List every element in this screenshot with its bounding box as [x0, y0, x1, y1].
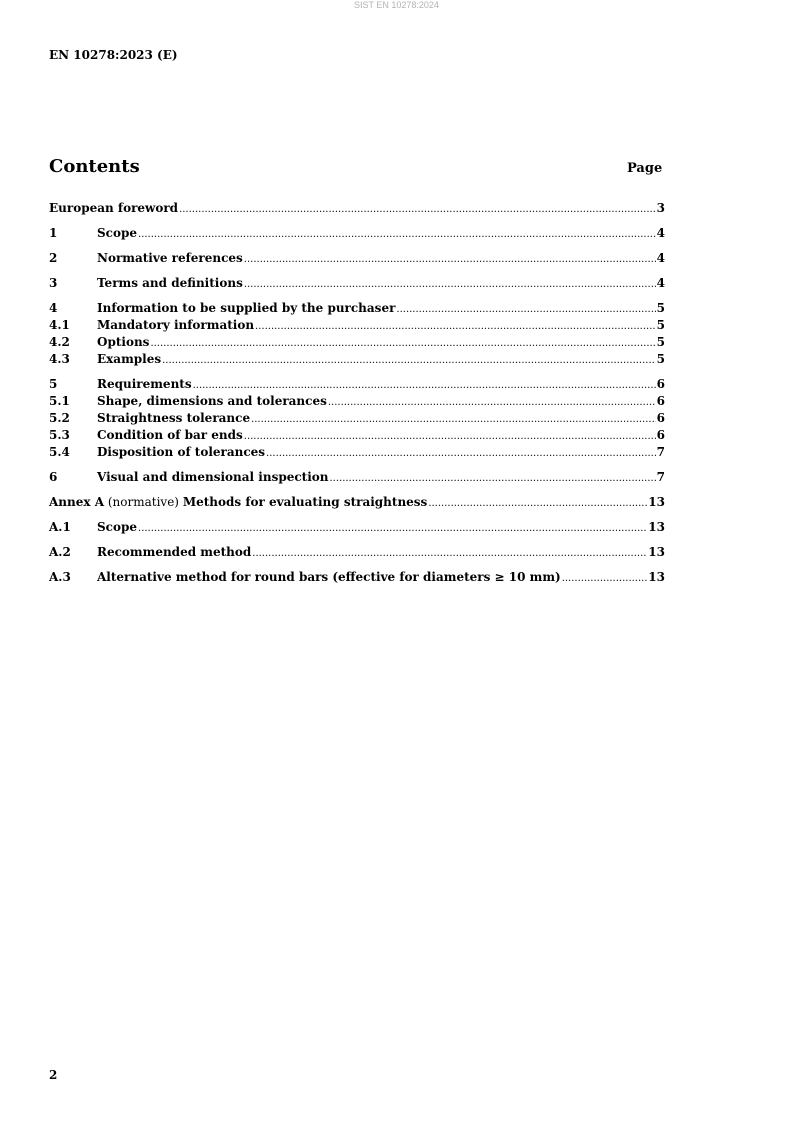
toc-entry-5-4[interactable]	[49, 444, 665, 461]
toc-entry-page: 4	[656, 276, 665, 290]
toc-entry-a-3[interactable]	[49, 569, 665, 586]
toc-entry-number: 4.1	[49, 318, 70, 332]
toc-leader-dots	[251, 411, 656, 428]
toc-entry-title: Recommended method	[97, 545, 252, 559]
toc-leader-dots	[244, 251, 656, 268]
toc-entry-page: 6	[656, 377, 665, 391]
toc-leader-dots	[244, 276, 656, 293]
toc-entry-number: 3	[49, 276, 58, 290]
toc-entry-title: Alternative method for round bars (effective for diameters ≥ 10 mm)	[97, 570, 561, 584]
toc-entry-3[interactable]	[49, 275, 665, 292]
toc-entry-number: 5	[49, 377, 58, 391]
toc-entry-page: 7	[656, 445, 665, 459]
toc-entry-5-3[interactable]	[49, 427, 665, 444]
document-id: EN 10278:2023 (E)	[49, 48, 178, 62]
toc-entry-number: 5.3	[49, 428, 70, 442]
toc-entry-title: Normative references	[97, 251, 243, 265]
toc-entry-page: 13	[648, 545, 665, 559]
toc-leader-dots	[150, 335, 655, 352]
toc-entry-2[interactable]	[49, 250, 665, 267]
toc-entry-page: 5	[656, 318, 665, 332]
toc-entry-number: A.3	[49, 570, 71, 584]
toc-entry-title: Condition of bar ends	[97, 428, 243, 442]
toc-entry-title: Disposition of tolerances	[97, 445, 266, 459]
toc-leader-dots	[193, 377, 656, 394]
toc-entry-title: Terms and definitions	[97, 276, 243, 290]
toc-entry-page: 13	[648, 495, 665, 509]
toc-entry-number: 4.2	[49, 335, 70, 349]
toc-entry-4[interactable]	[49, 300, 665, 317]
toc-entry-number: 5.2	[49, 411, 70, 425]
table-of-contents	[49, 200, 665, 586]
toc-entry-page: 6	[656, 428, 665, 442]
toc-entry-title: Shape, dimensions and tolerances	[97, 394, 327, 408]
contents-title: Contents	[49, 156, 140, 177]
toc-entry-number: 4	[49, 301, 58, 315]
toc-entry-title: Requirements	[97, 377, 192, 391]
toc-entry-number: 5.1	[49, 394, 70, 408]
toc-entry-title: Options	[97, 335, 150, 349]
toc-leader-dots	[138, 520, 647, 537]
toc-entry-page: 6	[656, 411, 665, 425]
toc-entry-number: 6	[49, 470, 58, 484]
toc-entry-title: Visual and dimensional inspection	[97, 470, 329, 484]
toc-entry-title: Mandatory information	[97, 318, 255, 332]
toc-entry-6[interactable]	[49, 469, 665, 486]
toc-entry-page: 5	[656, 352, 665, 366]
toc-entry-title: Annex A (normative) Methods for evaluating straightness	[49, 495, 428, 509]
toc-entry-1[interactable]	[49, 225, 665, 242]
toc-entry-annex-a[interactable]	[49, 494, 665, 511]
toc-entry-page: 5	[656, 301, 665, 315]
toc-entry-page: 4	[656, 226, 665, 240]
toc-entry-4-1[interactable]	[49, 317, 665, 334]
toc-leader-dots	[328, 394, 656, 411]
watermark: SIST EN 10278:2024	[354, 0, 439, 10]
page-number: 2	[49, 1068, 58, 1082]
toc-entry-title: Scope	[97, 520, 138, 534]
toc-entry-5-1[interactable]	[49, 393, 665, 410]
toc-leader-dots	[266, 445, 656, 462]
toc-leader-dots	[244, 428, 656, 445]
toc-entry-title: Examples	[97, 352, 162, 366]
toc-leader-dots	[396, 301, 655, 318]
toc-entry-5[interactable]	[49, 376, 665, 393]
toc-entry-4-3[interactable]	[49, 351, 665, 368]
toc-entry-title: European foreword	[49, 201, 179, 215]
toc-entry-title: Straightness tolerance	[97, 411, 251, 425]
toc-entry-number: A.1	[49, 520, 71, 534]
toc-entry-a-2[interactable]	[49, 544, 665, 561]
toc-entry-title: Scope	[97, 226, 138, 240]
toc-entry-a-1[interactable]	[49, 519, 665, 536]
toc-entry-page: 13	[648, 570, 665, 584]
toc-entry-number: 2	[49, 251, 58, 265]
toc-entry-page: 3	[656, 201, 665, 215]
toc-entry-number: A.2	[49, 545, 71, 559]
page-column-heading: Page	[627, 161, 663, 176]
toc-leader-dots	[162, 352, 656, 369]
toc-leader-dots	[255, 318, 656, 335]
toc-entry-number: 4.3	[49, 352, 70, 366]
toc-entry-european-foreword[interactable]	[49, 200, 665, 217]
toc-leader-dots	[252, 545, 647, 562]
toc-entry-4-2[interactable]	[49, 334, 665, 351]
toc-entry-number: 1	[49, 226, 58, 240]
toc-entry-page: 13	[648, 520, 665, 534]
toc-entry-number: 5.4	[49, 445, 70, 459]
toc-leader-dots	[179, 201, 656, 218]
toc-entry-page: 5	[656, 335, 665, 349]
toc-entry-page: 7	[656, 470, 665, 484]
toc-leader-dots	[562, 570, 648, 587]
toc-entry-page: 6	[656, 394, 665, 408]
toc-entry-5-2[interactable]	[49, 410, 665, 427]
toc-leader-dots	[329, 470, 655, 487]
toc-entry-page: 4	[656, 251, 665, 265]
toc-leader-dots	[428, 495, 647, 512]
toc-entry-title: Information to be supplied by the purchaser	[97, 301, 396, 315]
toc-leader-dots	[138, 226, 656, 243]
